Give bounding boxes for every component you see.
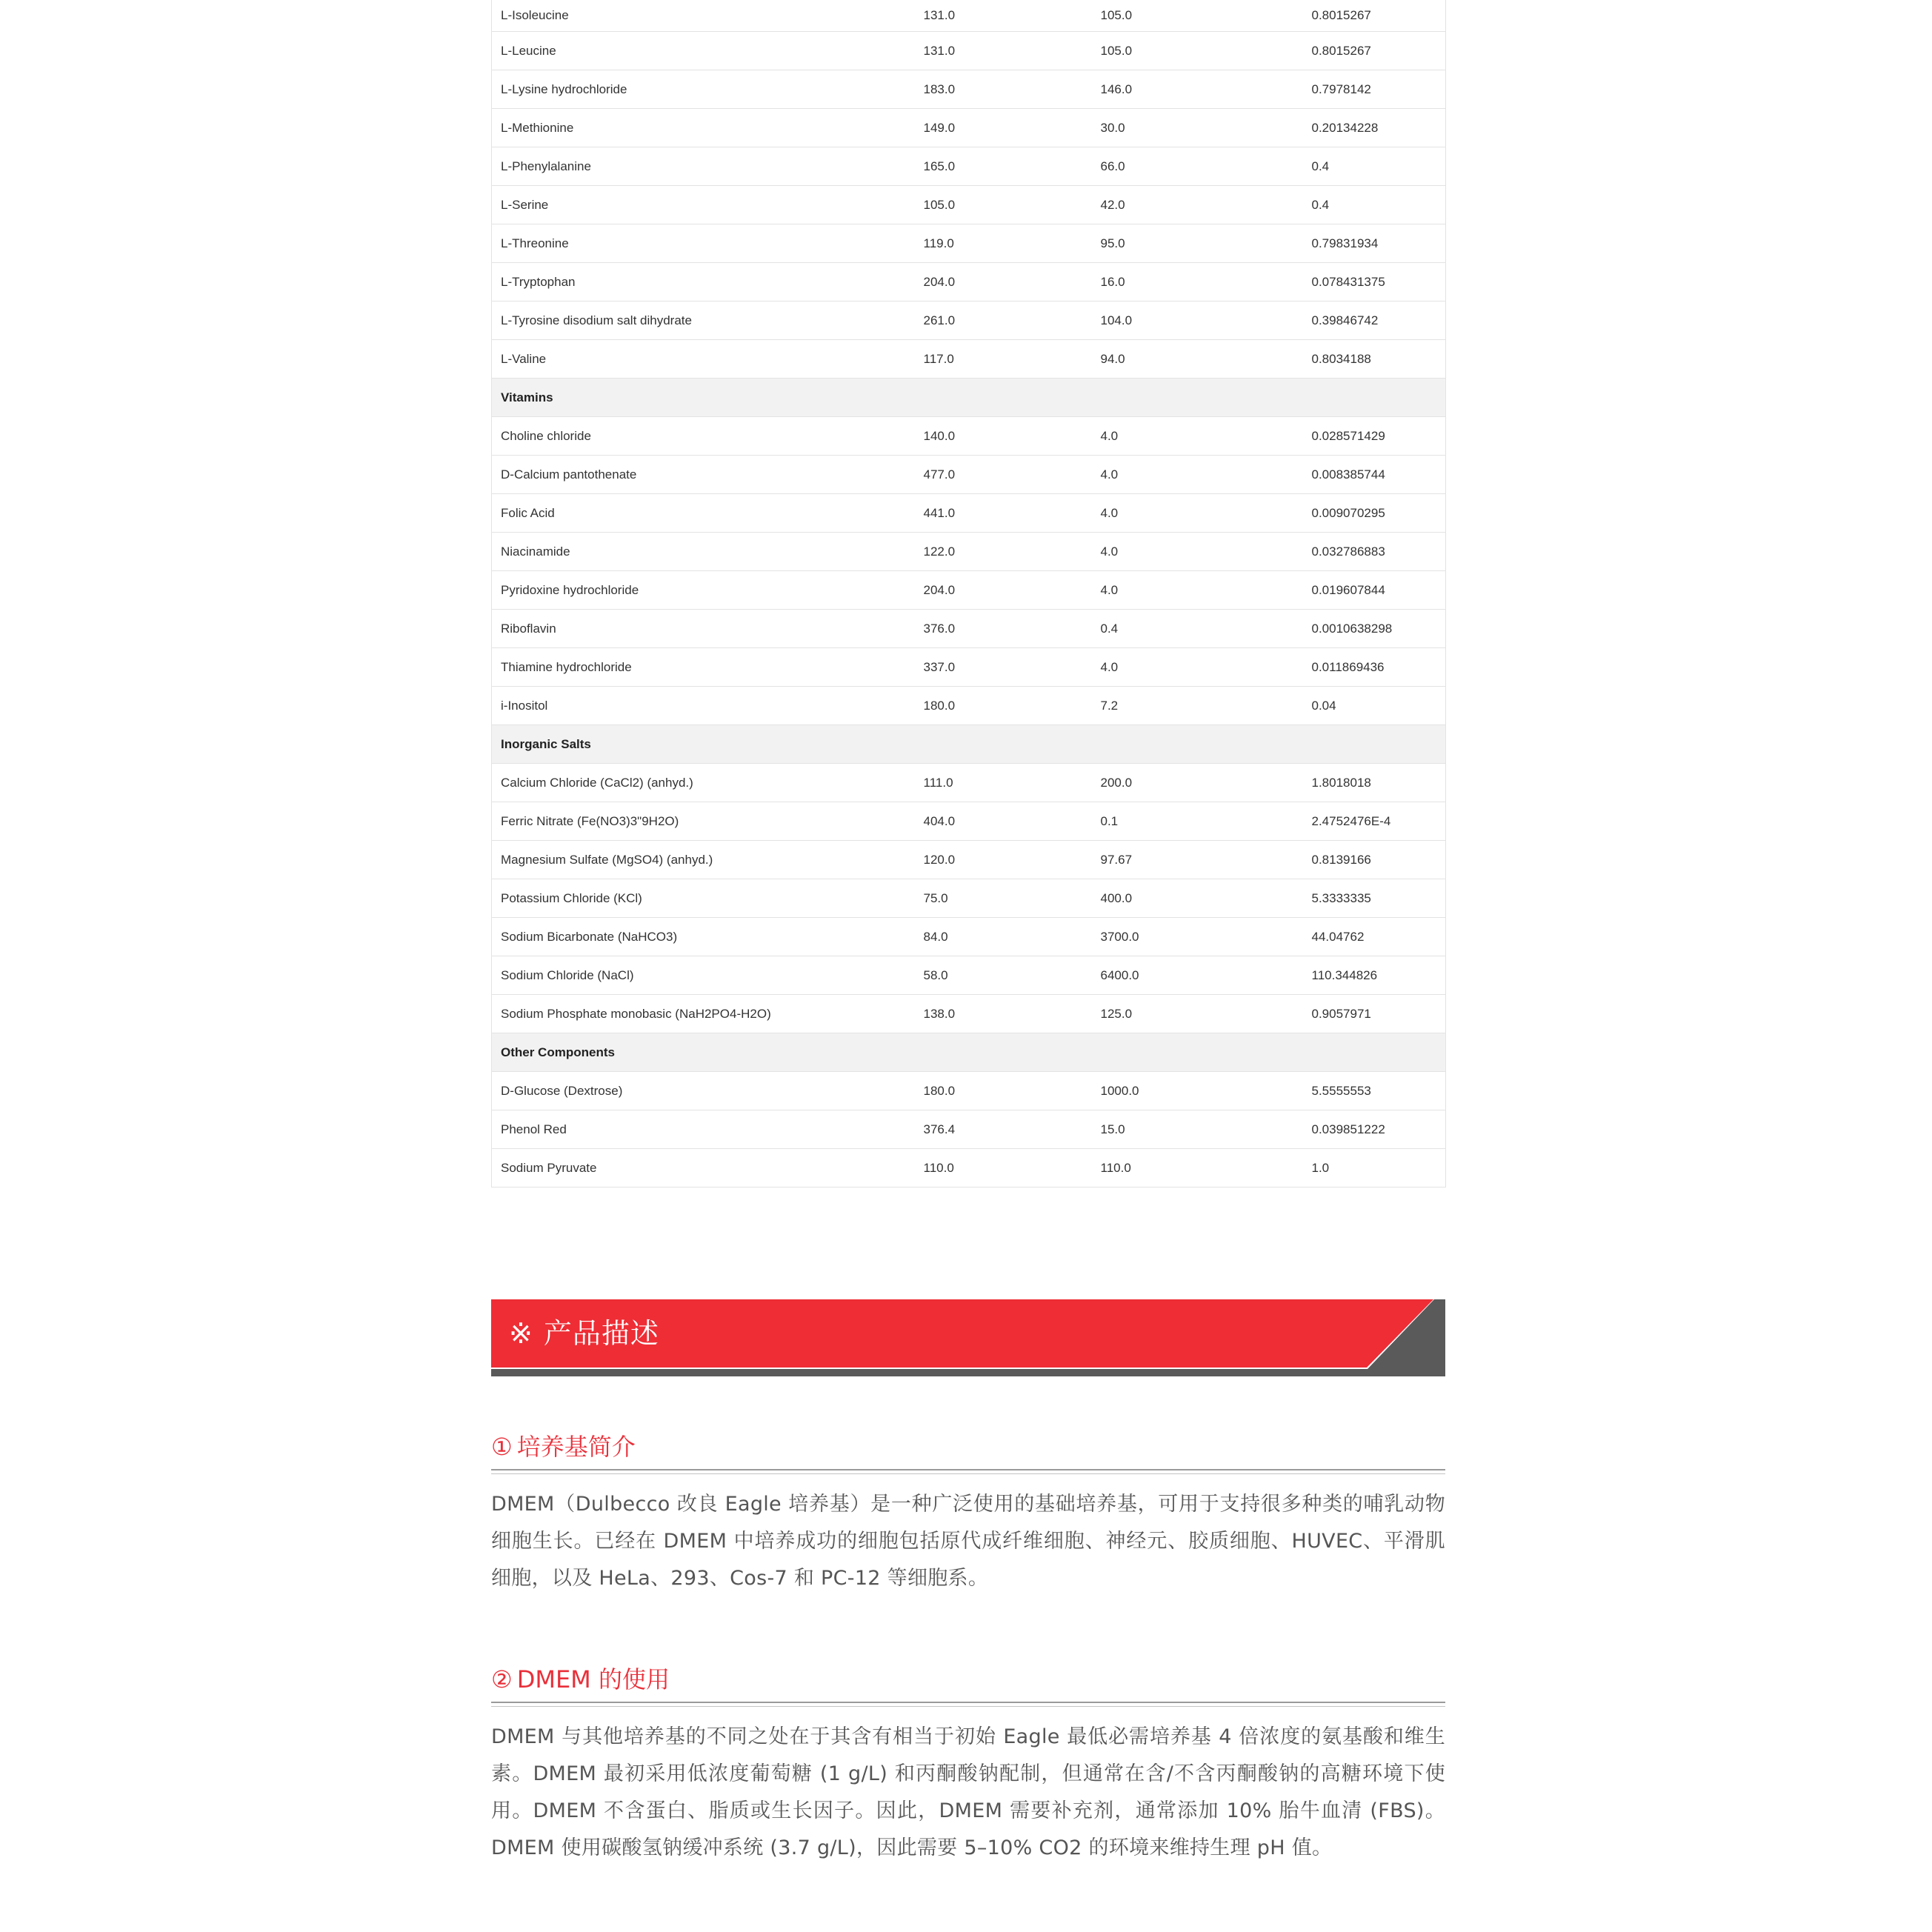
table-row: [492, 802, 1446, 841]
product-description-banner: [491, 1299, 1445, 1376]
component-name-cell: L-Threonine: [492, 224, 915, 263]
table-row: [492, 0, 1446, 32]
table-row: [492, 186, 1446, 224]
category-label: Inorganic Salts: [492, 725, 1446, 764]
concentration-cell: 42.0: [1092, 186, 1303, 224]
concentration-cell: 0.1: [1092, 802, 1303, 841]
molarity-cell: 0.7978142: [1303, 70, 1446, 109]
molarity-cell: 1.0: [1303, 1149, 1446, 1187]
component-name-cell: Ferric Nitrate (Fe(NO3)3"9H2O): [492, 802, 915, 841]
component-name-cell: L-Isoleucine: [492, 0, 915, 32]
molecular-weight-cell: 117.0: [915, 340, 1092, 379]
concentration-cell: 146.0: [1092, 70, 1303, 109]
component-name-cell: D-Glucose (Dextrose): [492, 1072, 915, 1110]
main-content: [491, 0, 1445, 1859]
molarity-cell: 5.5555553: [1303, 1072, 1446, 1110]
molecular-weight-cell: 131.0: [915, 0, 1092, 32]
concentration-cell: 4.0: [1092, 494, 1303, 533]
table-row: [492, 610, 1446, 648]
molarity-cell: 0.009070295: [1303, 494, 1446, 533]
section-body: DMEM（Dulbecco 改良 Eagle 培养基）是一种广泛使用的基础培养基，可用于支持很多种类的哺乳动物细胞生长。已经在 DMEM 中培养成功的细胞包括原代成纤维细胞、神经元、胶质细胞、HUVEC、平滑肌细胞，以及 HeLa、293、Cos-7 和 PC-12 等细胞系。: [491, 1493, 1445, 1590]
component-name-cell: Sodium Pyruvate: [492, 1149, 915, 1187]
component-name-cell: Magnesium Sulfate (MgSO4) (anhyd.): [492, 841, 915, 879]
molecular-weight-cell: 404.0: [915, 802, 1092, 841]
molecular-weight-cell: 204.0: [915, 571, 1092, 610]
component-name-cell: Pyridoxine hydrochloride: [492, 571, 915, 610]
concentration-cell: 30.0: [1092, 109, 1303, 147]
component-name-cell: Phenol Red: [492, 1110, 915, 1149]
molecular-weight-cell: 140.0: [915, 417, 1092, 456]
table-row: [492, 1072, 1446, 1110]
concentration-cell: 4.0: [1092, 417, 1303, 456]
component-name-cell: Potassium Chloride (KCl): [492, 879, 915, 918]
molecular-weight-cell: 376.0: [915, 610, 1092, 648]
molarity-cell: 0.8015267: [1303, 32, 1446, 70]
table-row: [492, 70, 1446, 109]
molecular-weight-cell: 120.0: [915, 841, 1092, 879]
component-name-cell: Choline chloride: [492, 417, 915, 456]
concentration-cell: 66.0: [1092, 147, 1303, 186]
composition-table: [491, 0, 1446, 1187]
component-name-cell: Calcium Chloride (CaCl2) (anhyd.): [492, 764, 915, 802]
molarity-cell: 0.4: [1303, 186, 1446, 224]
table-row: [492, 687, 1446, 725]
component-name-cell: L-Methionine: [492, 109, 915, 147]
molecular-weight-cell: 337.0: [915, 648, 1092, 687]
table-row: [492, 841, 1446, 879]
molecular-weight-cell: 105.0: [915, 186, 1092, 224]
section-number: ②: [491, 1665, 513, 1693]
molecular-weight-cell: 119.0: [915, 224, 1092, 263]
concentration-cell: 95.0: [1092, 224, 1303, 263]
component-name-cell: Riboflavin: [492, 610, 915, 648]
concentration-cell: 4.0: [1092, 456, 1303, 494]
component-name-cell: L-Phenylalanine: [492, 147, 915, 186]
component-name-cell: L-Leucine: [492, 32, 915, 70]
molarity-cell: 0.011869436: [1303, 648, 1446, 687]
molarity-cell: 0.8139166: [1303, 841, 1446, 879]
molarity-cell: 110.344826: [1303, 956, 1446, 995]
category-label: Vitamins: [492, 379, 1446, 417]
molecular-weight-cell: 180.0: [915, 1072, 1092, 1110]
molarity-cell: 1.8018018: [1303, 764, 1446, 802]
concentration-cell: 0.4: [1092, 610, 1303, 648]
concentration-cell: 4.0: [1092, 571, 1303, 610]
component-name-cell: Folic Acid: [492, 494, 915, 533]
molarity-cell: 0.0010638298: [1303, 610, 1446, 648]
concentration-cell: 105.0: [1092, 32, 1303, 70]
molecular-weight-cell: 261.0: [915, 302, 1092, 340]
table-row: [492, 417, 1446, 456]
section-number: ①: [491, 1433, 513, 1461]
molecular-weight-cell: 183.0: [915, 70, 1092, 109]
concentration-cell: 94.0: [1092, 340, 1303, 379]
table-row: [492, 918, 1446, 956]
banner-title: [509, 1299, 659, 1368]
table-row: [492, 456, 1446, 494]
molarity-cell: 0.04: [1303, 687, 1446, 725]
table-row: [492, 995, 1446, 1033]
molecular-weight-cell: 110.0: [915, 1149, 1092, 1187]
component-name-cell: L-Valine: [492, 340, 915, 379]
table-row: [492, 32, 1446, 70]
component-name-cell: D-Calcium pantothenate: [492, 456, 915, 494]
banner-title-text: 产品描述: [543, 1317, 659, 1350]
concentration-cell: 200.0: [1092, 764, 1303, 802]
molecular-weight-cell: 138.0: [915, 995, 1092, 1033]
molarity-cell: 0.008385744: [1303, 456, 1446, 494]
section-title: 培养基简介: [516, 1433, 636, 1461]
table-row: [492, 340, 1446, 379]
component-name-cell: L-Serine: [492, 186, 915, 224]
component-name-cell: i-Inositol: [492, 687, 915, 725]
section-heading: [491, 1429, 1445, 1465]
concentration-cell: 1000.0: [1092, 1072, 1303, 1110]
concentration-cell: 15.0: [1092, 1110, 1303, 1149]
component-name-cell: Thiamine hydrochloride: [492, 648, 915, 687]
molarity-cell: 0.9057971: [1303, 995, 1446, 1033]
composition-table-body: [492, 0, 1446, 1187]
concentration-cell: 105.0: [1092, 0, 1303, 32]
component-name-cell: Sodium Phosphate monobasic (NaH2PO4-H2O): [492, 995, 915, 1033]
table-row: [492, 571, 1446, 610]
reference-mark-icon: ※: [509, 1317, 533, 1350]
molecular-weight-cell: 122.0: [915, 533, 1092, 571]
molarity-cell: 0.39846742: [1303, 302, 1446, 340]
molecular-weight-cell: 75.0: [915, 879, 1092, 918]
molecular-weight-cell: 149.0: [915, 109, 1092, 147]
concentration-cell: 4.0: [1092, 533, 1303, 571]
molarity-cell: 0.039851222: [1303, 1110, 1446, 1149]
molecular-weight-cell: 111.0: [915, 764, 1092, 802]
molecular-weight-cell: 180.0: [915, 687, 1092, 725]
section-medium-intro: [491, 1429, 1445, 1597]
section-dmem-usage: [491, 1662, 1445, 1867]
category-label: Other Components: [492, 1033, 1446, 1072]
concentration-cell: 16.0: [1092, 263, 1303, 302]
concentration-cell: 3700.0: [1092, 918, 1303, 956]
section-title: DMEM 的使用: [516, 1665, 670, 1693]
molecular-weight-cell: 441.0: [915, 494, 1092, 533]
concentration-cell: 400.0: [1092, 879, 1303, 918]
concentration-cell: 104.0: [1092, 302, 1303, 340]
table-row: [492, 1110, 1446, 1149]
component-name-cell: Sodium Chloride (NaCl): [492, 956, 915, 995]
molecular-weight-cell: 477.0: [915, 456, 1092, 494]
table-category-row: [492, 1033, 1446, 1072]
molecular-weight-cell: 165.0: [915, 147, 1092, 186]
component-name-cell: Sodium Bicarbonate (NaHCO3): [492, 918, 915, 956]
molarity-cell: 0.078431375: [1303, 263, 1446, 302]
table-row: [492, 648, 1446, 687]
section-body: DMEM 与其他培养基的不同之处在于其含有相当于初始 Eagle 最低必需培养基 4 倍浓度的氨基酸和维生素。DMEM 最初采用低浓度葡萄糖 (1 g/L) 和丙酮酸钠配制，但通常在含/不含丙酮酸钠的高糖环境下使用。DMEM 不含蛋白、脂质或生长因子。因此，DMEM 需要补充剂，通常添加 10% 胎牛血清 (FBS)。DMEM 使用碳酸氢钠缓冲系统 (3.7 g/L)，因此需要 5–10% CO2 的环境来维持生理 pH 值。: [491, 1725, 1445, 1859]
table-row: [492, 879, 1446, 918]
molecular-weight-cell: 84.0: [915, 918, 1092, 956]
molarity-cell: 0.79831934: [1303, 224, 1446, 263]
component-name-cell: L-Tryptophan: [492, 263, 915, 302]
table-category-row: [492, 379, 1446, 417]
molecular-weight-cell: 376.4: [915, 1110, 1092, 1149]
section-heading: [491, 1662, 1445, 1697]
molecular-weight-cell: 131.0: [915, 32, 1092, 70]
table-row: [492, 764, 1446, 802]
table-row: [492, 494, 1446, 533]
molecular-weight-cell: 58.0: [915, 956, 1092, 995]
table-row: [492, 263, 1446, 302]
concentration-cell: 6400.0: [1092, 956, 1303, 995]
component-name-cell: L-Lysine hydrochloride: [492, 70, 915, 109]
molarity-cell: 0.028571429: [1303, 417, 1446, 456]
component-name-cell: Niacinamide: [492, 533, 915, 571]
molarity-cell: 0.032786883: [1303, 533, 1446, 571]
table-row: [492, 147, 1446, 186]
table-row: [492, 1149, 1446, 1187]
concentration-cell: 7.2: [1092, 687, 1303, 725]
concentration-cell: 97.67: [1092, 841, 1303, 879]
molarity-cell: 2.4752476E-4: [1303, 802, 1446, 841]
table-row: [492, 302, 1446, 340]
table-row: [492, 533, 1446, 571]
concentration-cell: 4.0: [1092, 648, 1303, 687]
table-row: [492, 224, 1446, 263]
molarity-cell: 5.3333335: [1303, 879, 1446, 918]
concentration-cell: 110.0: [1092, 1149, 1303, 1187]
molarity-cell: 0.019607844: [1303, 571, 1446, 610]
table-category-row: [492, 725, 1446, 764]
concentration-cell: 125.0: [1092, 995, 1303, 1033]
component-name-cell: L-Tyrosine disodium salt dihydrate: [492, 302, 915, 340]
molecular-weight-cell: 204.0: [915, 263, 1092, 302]
table-row: [492, 109, 1446, 147]
section-divider: [491, 1702, 1445, 1707]
table-row: [492, 956, 1446, 995]
molarity-cell: 0.8034188: [1303, 340, 1446, 379]
molarity-cell: 0.20134228: [1303, 109, 1446, 147]
molarity-cell: 0.8015267: [1303, 0, 1446, 32]
molarity-cell: 44.04762: [1303, 918, 1446, 956]
section-divider: [491, 1469, 1445, 1474]
molarity-cell: 0.4: [1303, 147, 1446, 186]
